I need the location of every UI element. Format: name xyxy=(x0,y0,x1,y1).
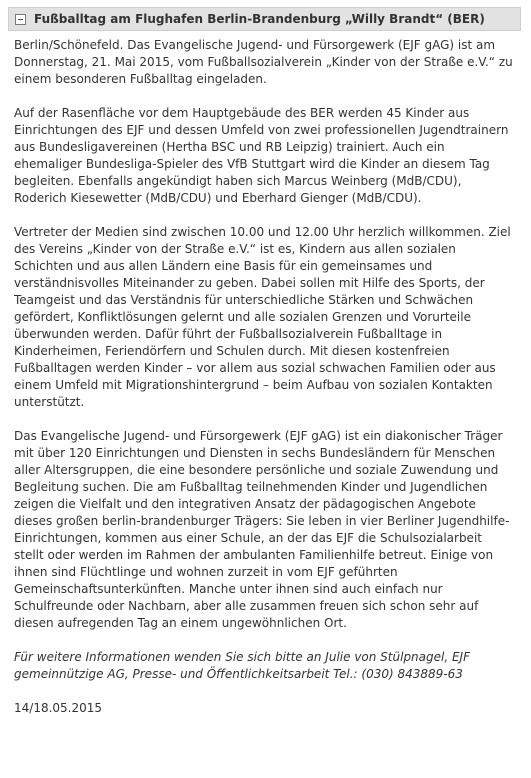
paragraph-ejf: Das Evangelische Jugend- und Fürsorgewerk (EJF gAG) ist ein diakonischer Träger mit über 120 Einrichtungen und Diensten in sechs Bundesländern für Menschen aller Altersgruppen, die eine besondere persönliche und soziale Zuwendung und Begleitung suchen. Die am Fußballtag teilnehmenden Kinder und Jugendlichen zeigen die Vielfalt und den integrativen Ansatz der pädagogischen Angebote dieses großen berlin-brandenburger Trägers: Sie leben in vier Berliner Jugendhilfe-Einrichtungen, kommen aus einer Schule, an der das EJF die Schulsozialarbeit stellt oder werden im Rahmen der ambulanten Familienhilfe betreut. Einige von ihnen sind Flüchtlinge und wohnen zurzeit in vom EJF geführten Gemeinschaftsunterkünften. Manche unter ihnen sind auch einfach nur Schulfreunde oder Nachbarn, aber alle zusammen freuen sich schon sehr auf diesen aufregenden Tag an einem ungewöhnlichen Ort. xyxy=(14,429,510,630)
paragraph-training: Auf der Rasenfläche vor dem Hauptgebäude des BER werden 45 Kinder aus Einrichtungen des EJF und dessen Umfeld von zwei professionellen Jugendtrainern aus Bundesligavereinen (Hertha BSC und RB Leipzig) trainiert. Auch ein ehemaliger Bundesliga-Spieler des VfB Stuttgart wird die Kinder an diesem Tag begleiten. Ebenfalls angekündigt haben sich Marcus Weinberg (MdB/CDU), Roderich Kiesewetter (MdB/CDU) und Eberhard Gienger (MdB/CDU). xyxy=(14,106,509,205)
contact-info: Für weitere Informationen wenden Sie sich bitte an Julie von Stülpnagel, EJF gemeinnützige AG, Presse- und Öffentlichkeitsarbeit Tel.: (030) 843889-63 xyxy=(14,650,470,681)
collapse-icon[interactable] xyxy=(15,14,26,25)
article-body xyxy=(8,31,521,717)
article-header[interactable] xyxy=(8,7,521,31)
paragraph-media: Vertreter der Medien sind zwischen 10.00 und 12.00 Uhr herzlich willkommen. Ziel des Vereins „Kinder von der Straße e.V.“ ist es, Kindern aus allen sozialen Schichten und aus allen Ländern eine Basis für ein gemeinsames und verständnisvolles Miteinander zu geben. Dabei sollen mit Hilfe des Sports, der Teamgeist und das Verständnis für unterschiedliche Stärken und Schwächen gefördert, Konfliktlösungen gelernt und alle sozialen Grenzen und Vorurteile überwunden werden. Dafür führt der Fußballsozialverein Fußballtage in Kinderheimen, Feriendörfern und Schulen durch. Mit diesen kostenfreien Fußballtagen werden Kinder – vor allem aus sozial schwachen Familien oder aus einem Umfeld mit Migrationshintergrund – beim Aufbau von sozialen Kontakten unterstützt. xyxy=(14,225,511,409)
publish-date: 14/18.05.2015 xyxy=(14,701,103,715)
news-article xyxy=(8,7,521,717)
paragraph-intro: Berlin/Schönefeld. Das Evangelische Jugend- und Fürsorgewerk (EJF gAG) ist am Donnerstag, 21. Mai 2015, vom Fußballsozialverein „Kinder von der Straße e.V.“ zu einem besonderen Fußballtag eingeladen. xyxy=(14,38,513,86)
article-title: Fußballtag am Flughafen Berlin-Brandenburg „Willy Brandt“ (BER) xyxy=(34,12,485,26)
